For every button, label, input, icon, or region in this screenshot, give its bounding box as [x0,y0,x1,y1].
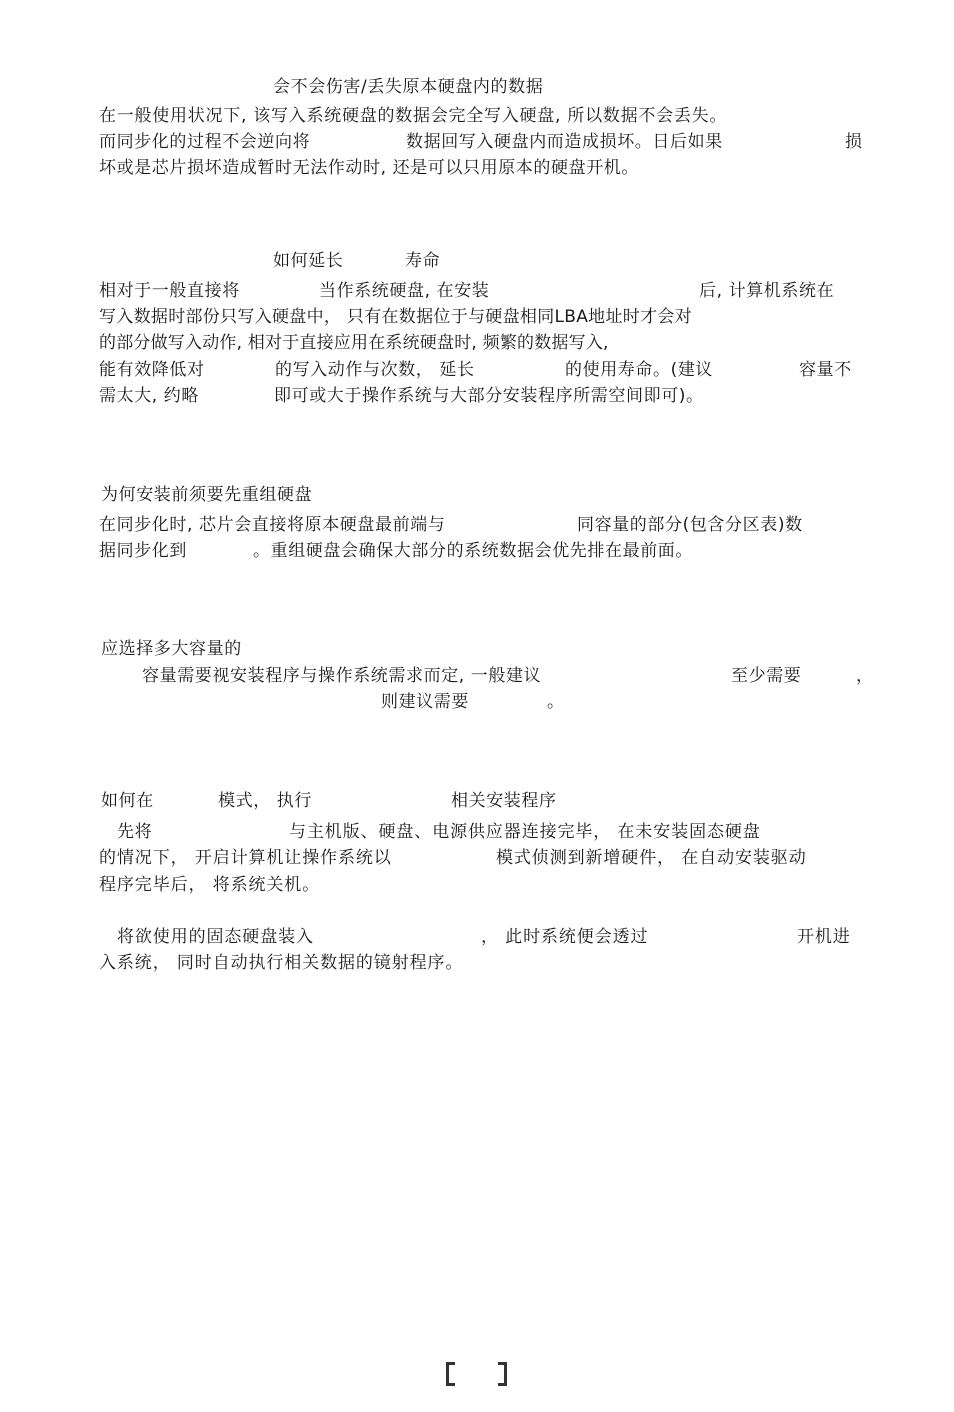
section-5-para-1-line-3: 程序完毕后， 将系统关机。 [99,875,321,895]
section-1-line-3: 坏或是芯片损坏造成暂时无法作动时, 还是可以只用原本的硬盘开机。 [99,158,640,178]
section-2-line-5a: 需太大, 约略 [99,386,200,406]
section-5-para-1-line-1a: 先将 [117,822,153,842]
section-2-line-2: 写入数据时部份只写入硬盘中， 只有在数据位于与硬盘相同LBA地址时才会对 [99,307,692,327]
section-2-line-4b: 的写入动作与次数， 延长 [275,360,475,380]
section-4-line-2a: 则建议需要 [381,692,469,712]
section-5-heading-a: 如何在 [101,791,154,811]
section-5-para-2-line-1a: 将欲使用的固态硬盘装入 [117,927,314,947]
section-1-line-1: 在一般使用状况下, 该写入系统硬盘的数据会完全写入硬盘, 所以数据不会丢失。 [99,106,728,126]
section-5-para-2-line-2: 入系统， 同时自动执行相关数据的镜射程序。 [99,953,464,973]
section-2-line-4a: 能有效降低对 [99,360,205,380]
section-2-line-5b: 即可或大于操作系统与大部分安装程序所需空间即可)。 [274,386,704,406]
section-2-line-1c: 后, 计算机系统在 [699,281,835,301]
section-4-line-1a: 容量需要视安装程序与操作系统需求而定, 一般建议 [142,666,542,686]
section-4-line-2b: 。 [547,692,565,712]
section-5-heading-b: 模式， 执行 [218,791,313,811]
page-number-bracket-right [498,1362,507,1386]
section-3-line-1a: 在同步化时, 芯片会直接将原本硬盘最前端与 [99,515,446,535]
section-3-line-1b: 同容量的部分(包含分区表)数 [577,515,803,535]
section-2-heading-b: 寿命 [405,251,441,271]
section-4-line-1b: 至少需要 [731,666,802,686]
section-3-heading: 为何安装前须要先重组硬盘 [101,485,313,505]
section-5-para-1-line-2b: 模式侦测到新增硬件， 在自动安装驱动 [496,848,807,868]
page-number-bracket-left [446,1362,455,1386]
section-4-heading: 应选择多大容量的 [101,639,242,659]
section-1-heading: 会不会伤害/丢失原本硬盘内的数据 [273,77,544,97]
section-1-line-2a: 而同步化的过程不会逆向将 [99,132,311,152]
section-2-line-3: 的部分做写入动作, 相对于直接应用在系统硬盘时, 频繁的数据写入, [99,333,609,353]
section-5-heading-c: 相关安装程序 [451,791,557,811]
section-2-line-4c: 的使用寿命。(建议 [565,360,714,380]
section-2-heading-a: 如何延长 [273,251,344,271]
section-1-line-2c: 损 [845,132,863,152]
section-3-line-2b: 。重组硬盘会确保大部分的系统数据会优先排在最前面。 [253,541,693,561]
section-2-line-1b: 当作系统硬盘, 在安装 [319,281,490,301]
section-3-line-2a: 据同步化到 [99,541,187,561]
section-5-para-1-line-2a: 的情况下， 开启计算机让操作系统以 [99,848,392,868]
section-5-para-2-line-1b: ， 此时系统便会透过 [481,927,649,947]
section-2-line-4d: 容量不 [799,360,852,380]
section-4-line-1c: ， [856,666,874,686]
section-1-line-2b: 数据回写入硬盘内而造成损坏。日后如果 [406,132,723,152]
section-5-para-2-line-1c: 开机进 [797,927,851,947]
section-2-line-1a: 相对于一般直接将 [99,281,240,301]
section-5-para-1-line-1b: 与主机版、硬盘、电源供应器连接完毕， 在未安装固态硬盘 [289,822,761,842]
